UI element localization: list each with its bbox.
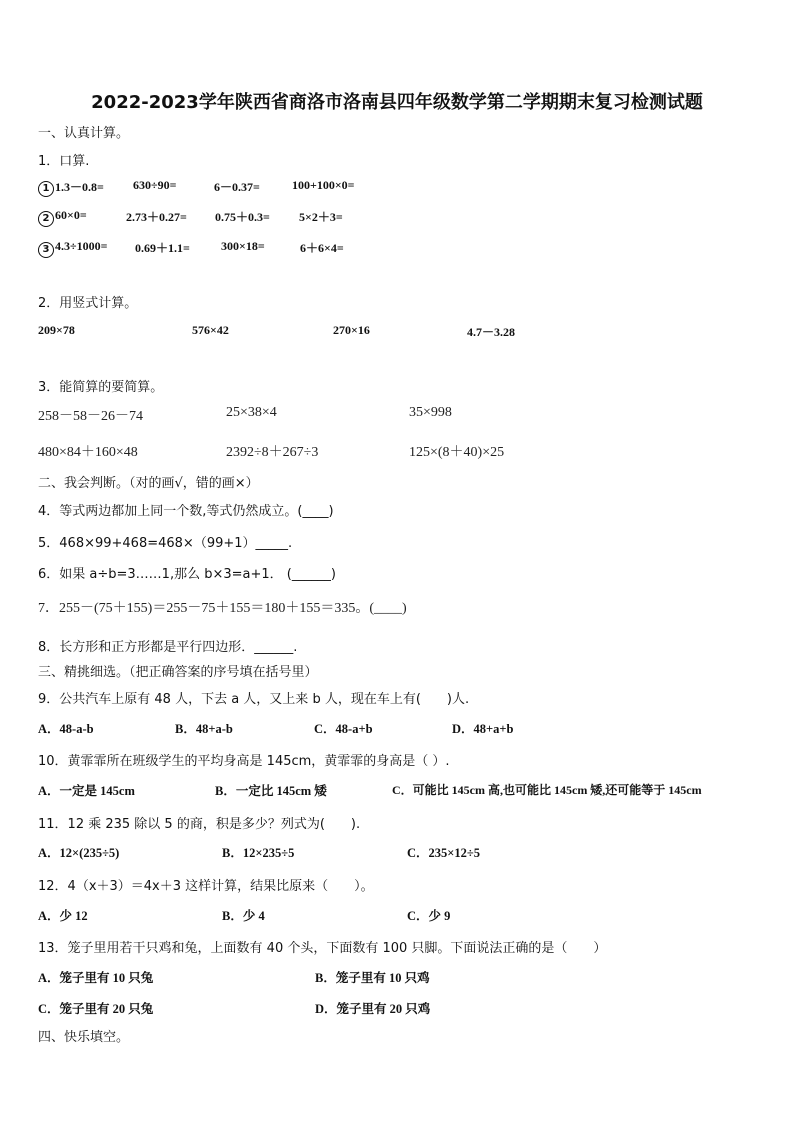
- q9-option-c: C．48-a+b: [314, 722, 373, 736]
- question-4: 4．等式两边都加上同一个数,等式仍然成立。(____): [38, 504, 334, 519]
- q2-item-1: 209×78: [38, 323, 75, 337]
- q11-option-a: A．12×(235÷5): [38, 846, 120, 860]
- q1-row-1-item-2: 630÷90=: [133, 178, 177, 192]
- q12-option-c: C．少 9: [407, 909, 451, 923]
- question-12-stem: 12．4（x＋3）＝4x＋3 这样计算，结果比原来（ ）。: [38, 879, 374, 894]
- q11-option-c: C．235×12÷5: [407, 846, 481, 860]
- q9-option-d: D．48+a+b: [452, 722, 514, 736]
- q1-row-2-item-3: 0.75＋0.3=: [215, 210, 270, 224]
- section-heading-1: 一、认真计算。: [38, 126, 130, 141]
- q1-row-2-marker: [38, 208, 55, 227]
- q1-row-1-item-4: 100+100×0=: [292, 178, 355, 192]
- q11-option-b: B．12×235÷5: [222, 846, 295, 860]
- q2-item-4: 4.7－3.28: [467, 325, 516, 339]
- section-heading-4: 四、快乐填空。: [38, 1030, 130, 1045]
- q13-option-b: B．笼子里有 10 只鸡: [315, 971, 430, 985]
- q1-row-3-item-3: 300×18=: [221, 239, 265, 253]
- q13-option-d: D．笼子里有 20 只鸡: [315, 1002, 431, 1016]
- question-5: 5．468×99+468=468×（99+1）_____.: [38, 536, 293, 551]
- q3-row-2-item-3: 125×(8＋40)×25: [409, 445, 505, 460]
- circled-number: 2: [38, 211, 54, 227]
- q1-row-2-item-1: 60×0=: [55, 208, 87, 222]
- q3-row-2-item-2: 2392÷8＋267÷3: [226, 445, 319, 460]
- q1-row-3-marker: [38, 239, 55, 258]
- question-11-stem: 11．12 乘 235 除以 5 的商，积是多少？列式为( ).: [38, 817, 361, 832]
- q3-row-1-item-1: 258－58－26－74: [38, 409, 143, 424]
- page-title: 2022-2023学年陕西省商洛市洛南县四年级数学第二学期期末复习检测试题: [91, 92, 703, 113]
- circled-number: 3: [38, 242, 54, 258]
- question-7: 7．255－(75＋155)＝255－75＋155＝180＋155＝335。(____): [38, 601, 407, 616]
- q10-option-a: A．一定是 145cm: [38, 784, 135, 798]
- question-9-stem: 9．公共汽车上原有 48 人，下去 a 人，又上来 b 人，现在车上有( )人.: [38, 692, 470, 707]
- q10-option-c: C．可能比 145cm 高,也可能比 145cm 矮,还可能等于 145cm: [392, 783, 702, 797]
- q3-row-1-item-3: 35×998: [409, 405, 452, 420]
- question-2-label: 2．用竖式计算。: [38, 296, 138, 311]
- question-3-label: 3．能简算的要简算。: [38, 380, 164, 395]
- q1-row-2-item-2: 2.73＋0.27=: [126, 210, 187, 224]
- q12-option-b: B．少 4: [222, 909, 265, 923]
- question-13-stem: 13．笼子里用若干只鸡和兔，上面数有 40 个头，下面数有 100 只脚。下面说法正确的是（ ）: [38, 941, 607, 956]
- q1-row-3-item-4: 6＋6×4=: [300, 241, 344, 255]
- question-8: 8．长方形和正方形都是平行四边形．______.: [38, 640, 298, 655]
- q1-row-1-item-1: 1.3－0.8=: [55, 180, 104, 194]
- q1-row-2-item-4: 5×2＋3=: [299, 210, 343, 224]
- question-6: 6．如果 a÷b=3……1,那么 b×3=a+1． (______): [38, 567, 336, 582]
- q9-option-a: A．48-a-b: [38, 722, 94, 736]
- q2-item-3: 270×16: [333, 323, 370, 337]
- q3-row-1-item-2: 25×38×4: [226, 405, 277, 420]
- q1-row-3-item-2: 0.69＋1.1=: [135, 241, 190, 255]
- q1-row-1-item-3: 6－0.37=: [214, 180, 260, 194]
- section-heading-3: 三、精挑细选。（把正确答案的序号填在括号里）: [38, 665, 318, 680]
- q12-option-a: A．少 12: [38, 909, 88, 923]
- circled-number: 1: [38, 181, 54, 197]
- q1-row-1-marker: [38, 178, 55, 197]
- question-1-label: 1．口算.: [38, 154, 90, 169]
- q2-item-2: 576×42: [192, 323, 229, 337]
- section-heading-2: 二、我会判断。（对的画√，错的画×）: [38, 476, 259, 491]
- q1-row-3-item-1: 4.3÷1000=: [55, 239, 108, 253]
- q3-row-2-item-1: 480×84＋160×48: [38, 445, 138, 460]
- question-10-stem: 10．黄霏霏所在班级学生的平均身高是 145cm，黄霏霏的身高是（ ）.: [38, 754, 450, 769]
- q10-option-b: B．一定比 145cm 矮: [215, 784, 327, 798]
- q13-option-c: C．笼子里有 20 只兔: [38, 1002, 154, 1016]
- q13-option-a: A．笼子里有 10 只兔: [38, 971, 154, 985]
- q9-option-b: B．48+a-b: [175, 722, 233, 736]
